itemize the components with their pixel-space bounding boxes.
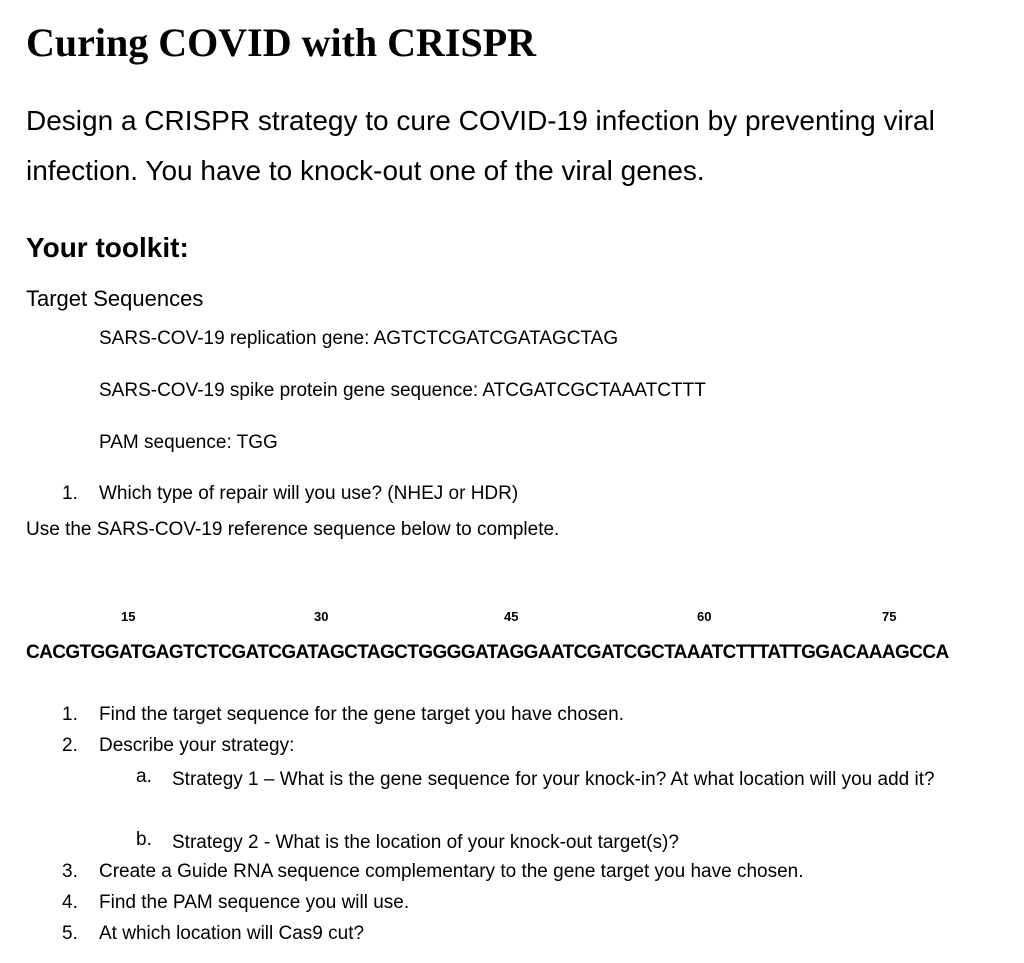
list-number: 1. xyxy=(62,704,78,725)
strategy-text: Strategy 1 – What is the gene sequence for your knock-in? At what location will you add it? xyxy=(172,769,935,790)
position-tick: 60 xyxy=(697,609,712,624)
list-number: 5. xyxy=(62,923,78,944)
intro-paragraph: Design a CRISPR strategy to cure COVID-19 infection by preventing viral infection. You have to knock-out one of the viral genes. xyxy=(26,105,935,186)
question-text: Find the target sequence for the gene target you have chosen. xyxy=(99,704,624,725)
list-number: 3. xyxy=(62,861,78,882)
position-tick: 75 xyxy=(882,609,897,624)
list-number: 4. xyxy=(62,892,78,913)
list-number: 1. xyxy=(62,483,78,504)
question-text: Find the PAM sequence you will use. xyxy=(99,892,410,913)
replication-gene-line: SARS-COV-19 replication gene: AGTCTCGATCGATAGCTAG xyxy=(99,328,619,349)
target-sequences-label: Target Sequences xyxy=(26,286,204,311)
reference-sequence: CACGTGGATGAGTCTCGATCGATAGCTAGCTGGGGATAGGAATCGATCGCTAAATCTTTATTGGACAAAGCCA xyxy=(26,642,949,663)
reference-instruction: Use the SARS-COV-19 reference sequence below to complete. xyxy=(26,519,560,540)
toolkit-heading: Your toolkit: xyxy=(26,232,189,263)
list-letter: a. xyxy=(136,766,152,787)
pam-sequence-line: PAM sequence: TGG xyxy=(99,432,278,453)
position-tick: 15 xyxy=(121,609,136,624)
position-tick: 30 xyxy=(314,609,329,624)
list-number: 2. xyxy=(62,735,78,756)
question-text: Which type of repair will you use? (NHEJ or HDR) xyxy=(99,483,519,504)
list-letter: b. xyxy=(136,829,152,850)
question-text: At which location will Cas9 cut? xyxy=(99,923,365,944)
strategy-text: Strategy 2 - What is the location of your knock-out target(s)? xyxy=(172,832,679,853)
question-text: Create a Guide RNA sequence complementary to the gene target you have chosen. xyxy=(99,861,804,882)
question-text: Describe your strategy: xyxy=(99,735,295,756)
spike-gene-line: SARS-COV-19 spike protein gene sequence: ATCGATCGCTAAATCTTT xyxy=(99,380,706,401)
position-tick: 45 xyxy=(504,609,519,624)
page-title: Curing COVID with CRISPR xyxy=(26,20,537,65)
